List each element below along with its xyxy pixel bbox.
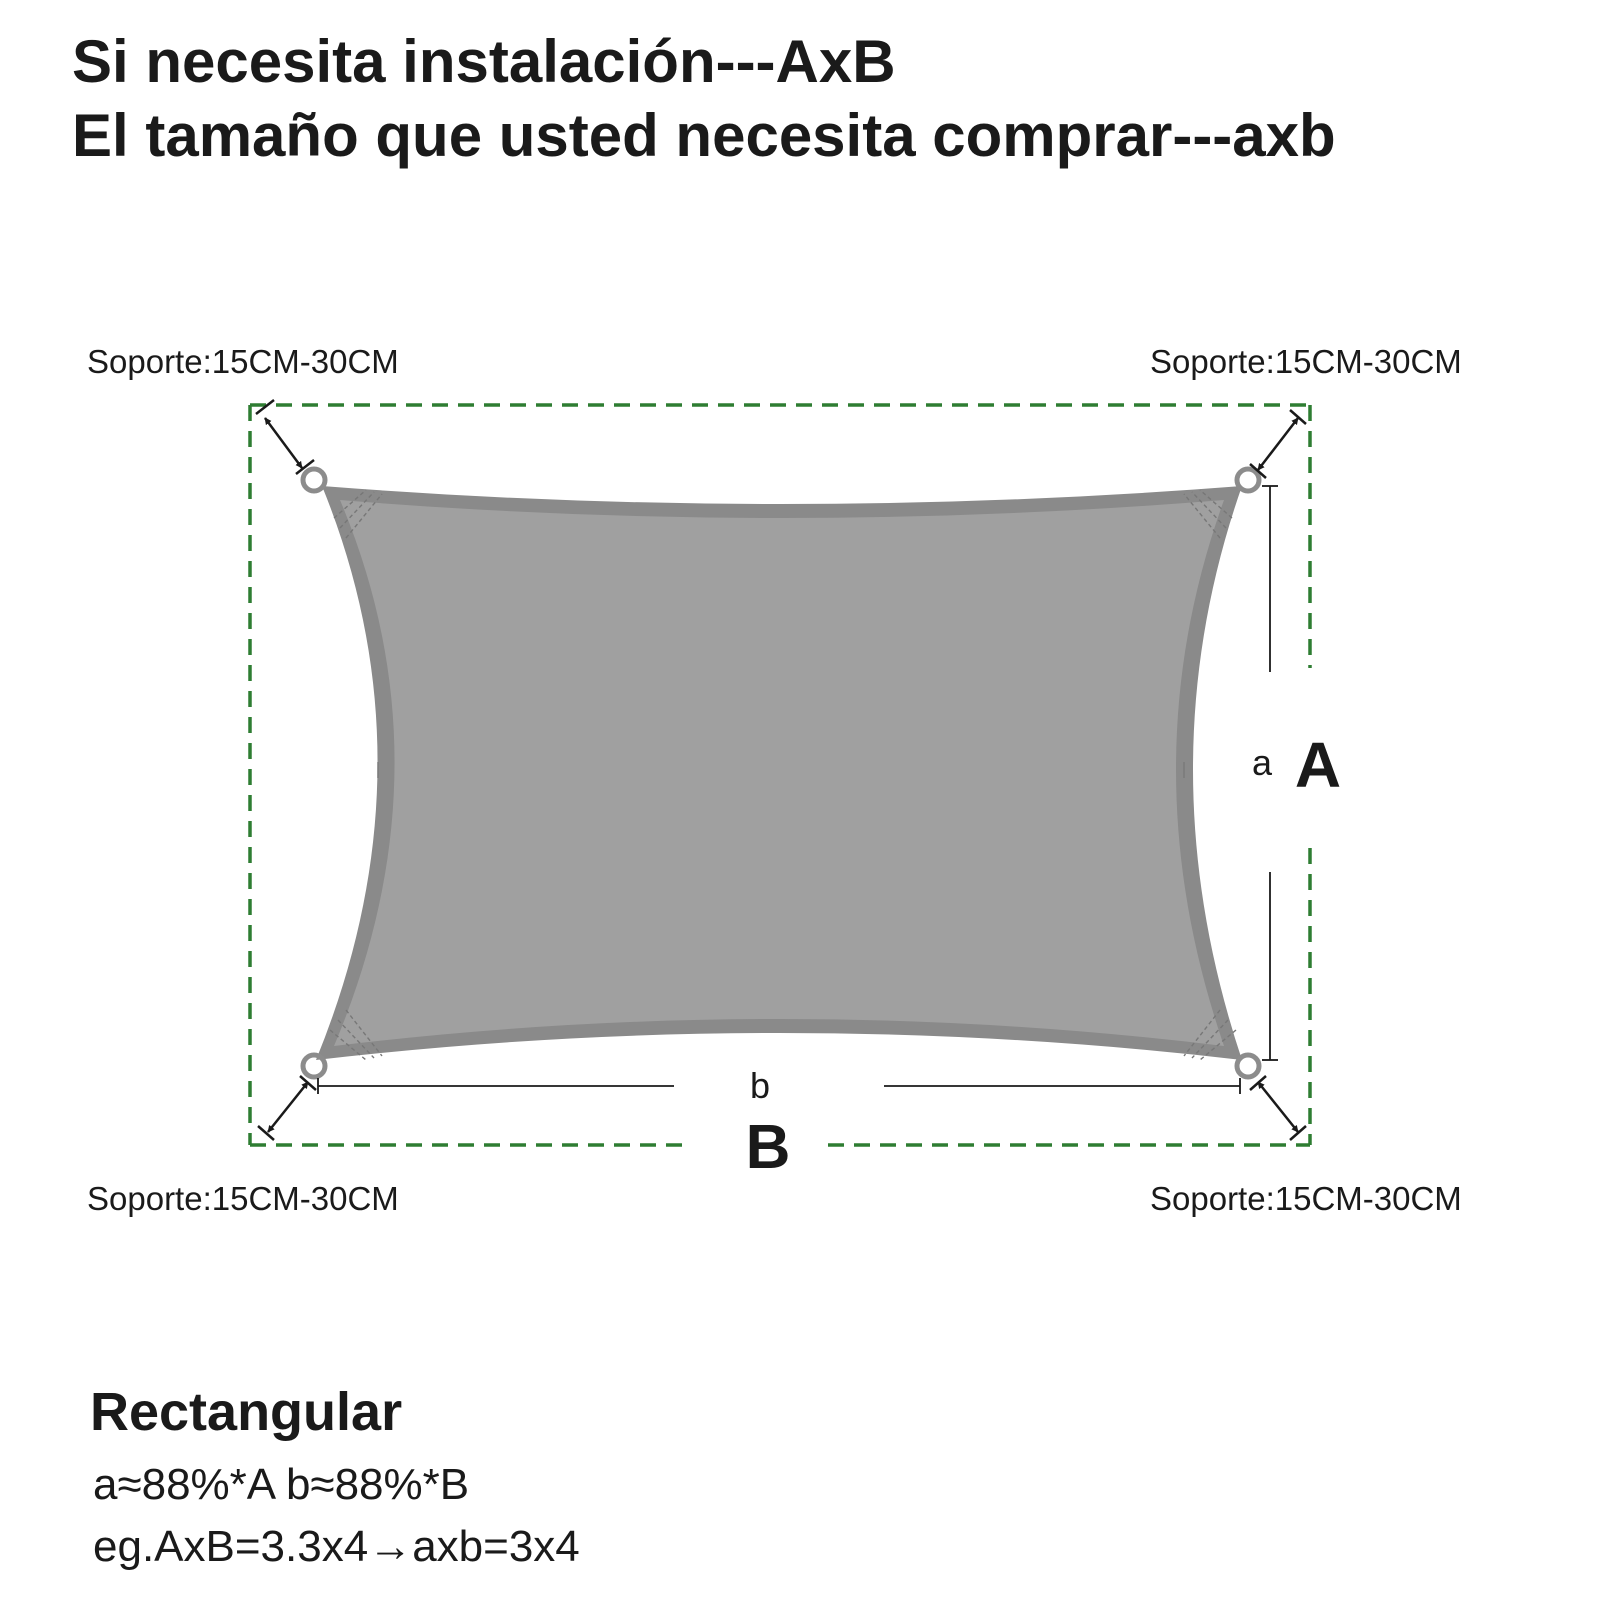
title-line-1: Si necesita instalación---AxB [72,28,896,95]
sail-shape [316,486,1242,1060]
size-formula: a≈88%*A b≈88%*B [93,1460,470,1509]
install-width-label: B [745,1113,791,1182]
shape-name: Rectangular [90,1382,403,1442]
title-line-2: El tamaño que usted necesita comprar---axb [72,102,1336,169]
support-label-bottom-right: Soporte:15CM-30CM [1150,1180,1462,1217]
support-label-top-right: Soporte:15CM-30CM [1150,343,1462,380]
support-label-bottom-left: Soporte:15CM-30CM [87,1180,399,1217]
size-example: eg.AxB=3.3x4→axb=3x4 [93,1522,580,1571]
install-height-label: A [1294,729,1342,801]
support-label-top-left: Soporte:15CM-30CM [87,343,399,380]
sail-width-label: b [749,1065,771,1106]
sail-height-label: a [1251,742,1273,783]
